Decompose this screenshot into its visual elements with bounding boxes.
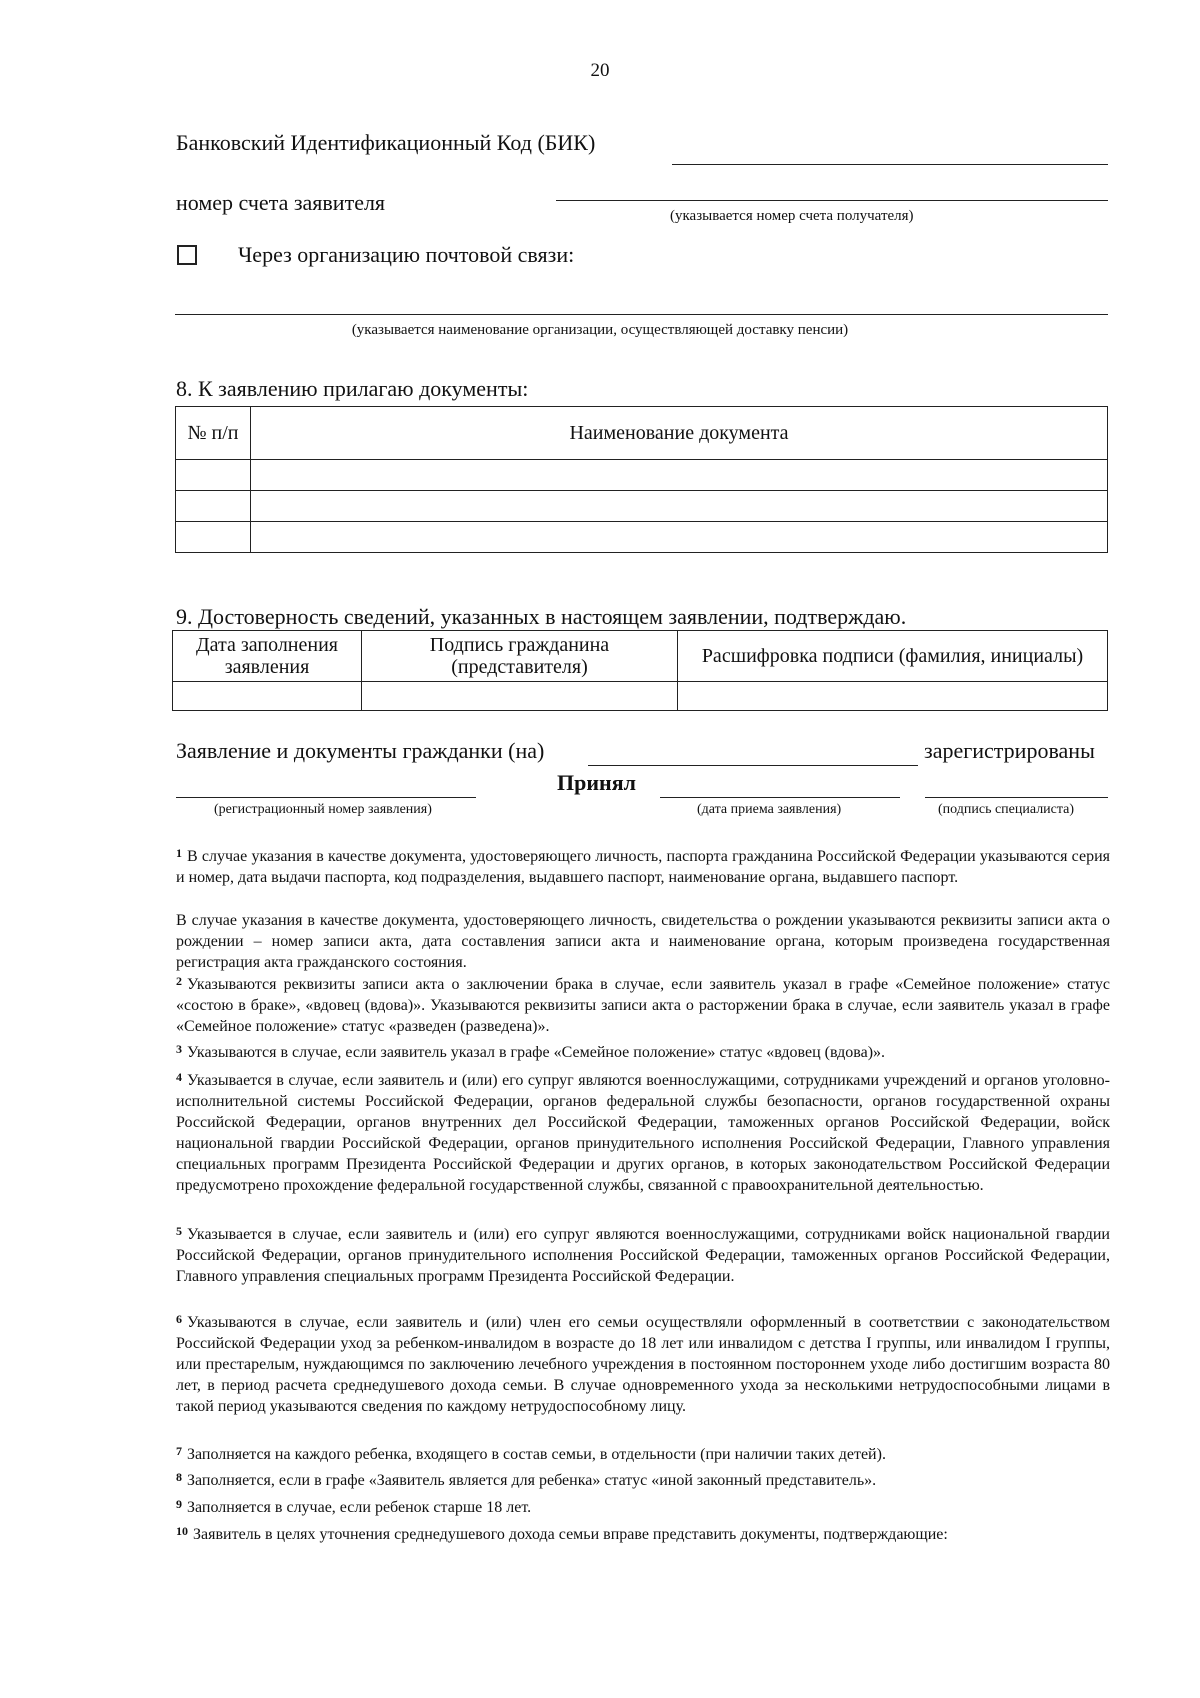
col-number-header: № п/п — [176, 407, 251, 460]
table-cell[interactable] — [176, 491, 251, 522]
registration-tail: зарегистрированы — [924, 738, 1095, 763]
bik-field-line[interactable] — [672, 164, 1108, 165]
section8-title: 8. К заявлению прилагаю документы: — [176, 376, 529, 401]
table-header-row — [176, 407, 1108, 460]
table-cell[interactable] — [251, 460, 1108, 491]
table-row — [173, 682, 1108, 711]
footnote-text: Заявитель в целях уточнения среднедушевого дохода семьи вправе представить документы, подтверждающие: — [193, 1526, 948, 1543]
footnote-2 — [176, 974, 1110, 1037]
table-cell[interactable] — [176, 522, 251, 553]
footnote-number: 9 — [176, 1497, 182, 1511]
col-date-header: Дата заполнения заявления — [173, 631, 362, 682]
post-org-hint: (указывается наименование организации, осуществляющей доставку пенсии) — [351, 322, 849, 338]
footnote-text: Заполняется на каждого ребенка, входящего в состав семьи, в отдельности (при наличии таких детей). — [187, 1446, 886, 1463]
footnote-text: Указываются в случае, если заявитель указал в графе «Семейное положение» статус «вдовец (вдова)». — [187, 1044, 886, 1061]
accepted-label: Принял — [557, 770, 636, 795]
section9-title: 9. Достоверность сведений, указанных в настоящем заявлении, подтверждаю. — [176, 604, 907, 629]
accept-date-field-line[interactable] — [660, 797, 900, 798]
footnote-text: В случае указания в качестве документа, удостоверяющего личность, свидетельства о рождении указываются реквизиты записи акта о рождении – номер записи акта, дата составления записи акта и наименование органа, которым произведена государственная регистрация акта гражданского состояния. — [176, 912, 1110, 971]
confirmation-table — [172, 630, 1108, 711]
post-option-label: Через организацию почтовой связи: — [238, 242, 575, 267]
account-hint: (указывается номер счета получателя) — [670, 208, 914, 224]
registration-lead: Заявление и документы гражданки (на) — [176, 738, 545, 763]
footnote-3 — [176, 1042, 1110, 1063]
footnote-9 — [176, 1497, 1110, 1518]
page-number: 20 — [590, 60, 610, 81]
footnote-number: 3 — [176, 1042, 182, 1056]
footnote-10 — [176, 1524, 1110, 1545]
footnote-text: Заполняется в случае, если ребенок старше 18 лет. — [187, 1499, 532, 1516]
table-row — [176, 460, 1108, 491]
footnote-number: 8 — [176, 1470, 182, 1484]
table-row — [176, 491, 1108, 522]
table-cell[interactable] — [251, 522, 1108, 553]
footnote-6 — [176, 1312, 1110, 1417]
footnote-text: В случае указания в качестве документа, удостоверяющего личность, паспорта гражданина Российской Федерации указываются серия и номер, дата выдачи паспорта, код подразделения, выдавшего паспорт, наименование органа, выдавшего паспорт. — [176, 848, 1110, 886]
footnote-number: 1 — [176, 846, 182, 860]
footnote-number: 5 — [176, 1224, 182, 1238]
post-office-checkbox[interactable] — [177, 245, 197, 265]
specialist-sign-field-line[interactable] — [925, 797, 1108, 798]
footnote-5 — [176, 1224, 1110, 1287]
reg-number-hint: (регистрационный номер заявления) — [214, 802, 432, 817]
citizen-name-field-line[interactable] — [588, 765, 918, 766]
date-cell[interactable] — [173, 682, 362, 711]
signature-cell[interactable] — [362, 682, 678, 711]
table-cell[interactable] — [251, 491, 1108, 522]
documents-table — [175, 406, 1108, 553]
account-label: номер счета заявителя — [176, 190, 386, 215]
accept-date-hint: (дата приема заявления) — [697, 802, 842, 817]
footnote-4 — [176, 1070, 1110, 1196]
col-document-name-header: Наименование документа — [251, 407, 1108, 460]
col-decode-header: Расшифровка подписи (фамилия, инициалы) — [678, 631, 1108, 682]
footnote-8 — [176, 1470, 1110, 1491]
footnote-number: 4 — [176, 1070, 182, 1084]
footnote-1 — [176, 846, 1110, 888]
specialist-sign-hint: (подпись специалиста) — [938, 802, 1075, 817]
footnote-text: Указывается в случае, если заявитель и (или) его супруг являются военнослужащими, сотрудниками войск национальной гвардии Российской Федерации, органов принудительного исполнения Российской Федерации, таможенных органов Российской Федерации, Главного управления специальных программ Президента Российской Федерации. — [176, 1226, 1110, 1285]
footnote-number: 6 — [176, 1312, 182, 1326]
footnote-number: 2 — [176, 974, 182, 988]
table-row — [176, 522, 1108, 553]
table-header-row — [173, 631, 1108, 682]
footnote-number: 7 — [176, 1444, 182, 1458]
decode-cell[interactable] — [678, 682, 1108, 711]
footnote-text: Указывается в случае, если заявитель и (или) его супруг являются военнослужащими, сотрудниками учреждений и органов уголовно-исполнительной системы Российской Федерации, органов федеральной службы безопасности, органов государственной охраны Российской Федерации, органов внутренних дел Российской Федерации, таможенных органов Российской Федерации, войск национальной гвардии Российской Федерации, органов принудительного исполнения Российской Федерации, Главного управления специальных программ Президента Российской Федерации и других органов, в которых законодательством Российской Федерации предусмотрено прохождение федеральной государственной службы, связанной с правоохранительной деятельностью. — [176, 1072, 1110, 1194]
account-field-line[interactable] — [556, 200, 1108, 201]
footnote-text: Заполняется, если в графе «Заявитель является для ребенка» статус «иной законный представитель». — [187, 1472, 877, 1489]
footnote-1-continued — [176, 910, 1110, 973]
table-cell[interactable] — [176, 460, 251, 491]
footnote-text: Указываются в случае, если заявитель и (или) член его семьи осуществляли оформленный в соответствии с законодательством Российской Федерации уход за ребенком-инвалидом в возрасте до 18 лет или инвалидом с детства I группы, или инвалидом I группы, или престарелым, нуждающимся по заключению лечебного учреждения в постоянном постороннем уходе либо достигшим возраста 80 лет, в период расчета среднедушевого дохода семьи. В случае одновременного ухода за несколькими нетрудоспособными лицами в такой период указываются сведения по каждому нетрудоспособному лицу. — [176, 1314, 1110, 1415]
bik-label: Банковский Идентификационный Код (БИК) — [176, 130, 596, 155]
reg-number-field-line[interactable] — [176, 797, 476, 798]
post-org-field-line[interactable] — [175, 314, 1108, 315]
footnote-7 — [176, 1444, 1110, 1465]
footnote-number: 10 — [176, 1524, 188, 1538]
footnote-text: Указываются реквизиты записи акта о заключении брака в случае, если заявитель указал в графе «Семейное положение» статус «состою в браке», «вдовец (вдова)». Указываются реквизиты записи акта о расторжении брака в случае, если заявитель указал в графе «Семейное положение» статус «разведен (разведена)». — [176, 976, 1110, 1035]
col-signature-header: Подпись гражданина (представителя) — [362, 631, 678, 682]
